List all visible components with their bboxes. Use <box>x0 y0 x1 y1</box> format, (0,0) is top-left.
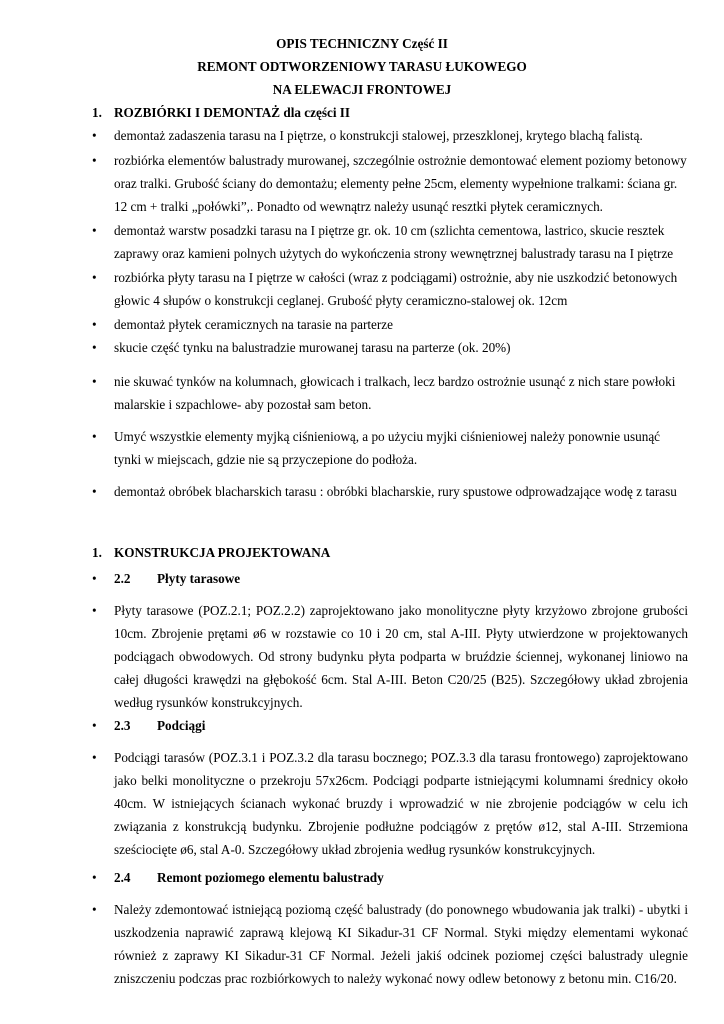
list-item-text: Płyty tarasowe (POZ.2.1; POZ.2.2) zaprojektowano jako monolityczne płyty krzyżowo zbrojone grubości 10cm. Zbrojenie prętami ø6 w rozstawie co 10 i 20 cm, stal A-III. Płyty utwierdzone w projektowanych podciągach obwodowych. Od strony budynku płyta podparta w bruździe ściennej, wykonanej liniowo na całej długości krawędzi na głębokość 6cm. Stal A-III. Beton C20/25 (B25). Szczegółowy układ zbrojenia według rysunków konstrukcyjnych. <box>114 603 688 710</box>
bullet: • <box>92 571 97 586</box>
subsection-title: Płyty tarasowe <box>157 571 241 586</box>
subsection-number: 2.3 <box>114 718 131 733</box>
bullet: • <box>92 429 97 444</box>
list-item-text: Podciągi tarasów (POZ.3.1 i POZ.3.2 dla tarasu bocznego; POZ.3.3 dla tarasu frontowego) zaprojektowano jako belki monolityczne o przekroju 57x26cm. Podciągi podparte istniejącymi kolumnami średnicy około 40cm. W istniejących ścianach wykonać bruzdy i wprowadzić w nie zbrojenie podciągów w celu ich związania z konstrukcją budynku. Zbrojenie podłużne podciągów z prętów ø12, stal A-III. Strzemiona sześciocięte ø6, stal A-0. Szczegółowy układ zbrojenia według rysunków konstrukcyjnych. <box>114 750 688 857</box>
list-item-text: rozbiórka elementów balustrady murowanej, szczególnie ostrożnie demontować element poziomy betonowy oraz tralki. Grubość ściany do demontażu; elementy pełne 25cm, elementy wypełnione tralkami: ściana gr. 12 cm + tralki „połówki”,. Ponadto od wewnątrz należy usunąć resztki płytek ceramicznych. <box>114 153 687 214</box>
bullet: • <box>92 340 97 355</box>
bullet: • <box>92 223 97 238</box>
list-item-text: demontaż płytek ceramicznych na tarasie na parterze <box>114 317 393 332</box>
bullet: • <box>92 750 97 765</box>
subsection-number: 2.4 <box>114 870 131 885</box>
doc-title-line2: REMONT ODTWORZENIOWY TARASU ŁUKOWEGO <box>197 59 527 74</box>
section1-heading: ROZBIÓRKI I DEMONTAŻ dla części II <box>114 105 351 120</box>
list-item-text: Należy zdemontować istniejącą poziomą część balustrady (do ponownego wbudowania jak tralki) - ubytki i uszkodzenia naprawić zaprawą klejową KI Sikadur-31 CF Normal. Styki między elementami wykonać również z zaprawy KI Sikadur-31 CF Normal. Jeżeli jakiś odcinek poziomej części balustrady ulegnie zniszczeniu podczas prac rozbiórkowych to należy wykonać nowy odlew betonowy z betonu min. C16/20. <box>114 902 688 986</box>
subsection-number: 2.2 <box>114 571 131 586</box>
doc-title-line1: OPIS TECHNICZNY Część II <box>276 36 448 51</box>
bullet: • <box>92 153 97 168</box>
section2-heading: KONSTRUKCJA PROJEKTOWANA <box>114 545 331 560</box>
bullet: • <box>92 484 97 499</box>
bullet: • <box>92 718 97 733</box>
list-item-text: rozbiórka płyty tarasu na I piętrze w całości (wraz z podciągami) ostrożnie, aby nie uszkodzić betonowych głowic 4 słupów o konstrukcji ceglanej. Grubość płyty ceramiczno-stalowej ok. 12cm <box>114 270 678 308</box>
bullet: • <box>92 870 97 885</box>
section1-number: 1. <box>92 105 102 120</box>
subsection-title: Remont poziomego elementu balustrady <box>157 870 384 885</box>
section2-number: 1. <box>92 545 102 560</box>
list-item-text: Umyć wszystkie elementy myjką ciśnieniową, a po użyciu myjki ciśnieniowej należy ponownie usunąć tynki w miejscach, gdzie nie są przyczepione do podłoża. <box>114 429 661 467</box>
doc-title-line3: NA ELEWACJI FRONTOWEJ <box>272 82 452 97</box>
list-item-text: demontaż obróbek blacharskich tarasu : obróbki blacharskie, rury spustowe odprowadzające wodę z tarasu <box>114 484 677 499</box>
bullet: • <box>92 270 97 285</box>
bullet: • <box>92 902 97 917</box>
list-item-text: demontaż zadaszenia tarasu na I piętrze, o konstrukcji stalowej, przeszklonej, krytego blachą falistą. <box>114 128 643 143</box>
list-item-text: nie skuwać tynków na kolumnach, głowicach i tralkach, lecz bardzo ostrożnie usunąć z nich stare powłoki malarskie i szpachlowe- aby pozostał sam beton. <box>114 374 676 412</box>
bullet: • <box>92 374 97 389</box>
bullet: • <box>92 128 97 143</box>
bullet: • <box>92 603 97 618</box>
list-item-text: demontaż warstw posadzki tarasu na I piętrze gr. ok. 10 cm (szlichta cementowa, lastrico, skucie resztek zaprawy oraz kamieni polnych użytych do wykończenia strony wewnętrznej balustrady tarasu na I piętrze <box>114 223 674 261</box>
subsection-title: Podciągi <box>157 718 206 733</box>
list-item-text: skucie część tynku na balustradzie murowanej tarasu na parterze (ok. 20%) <box>114 340 511 355</box>
bullet: • <box>92 317 97 332</box>
